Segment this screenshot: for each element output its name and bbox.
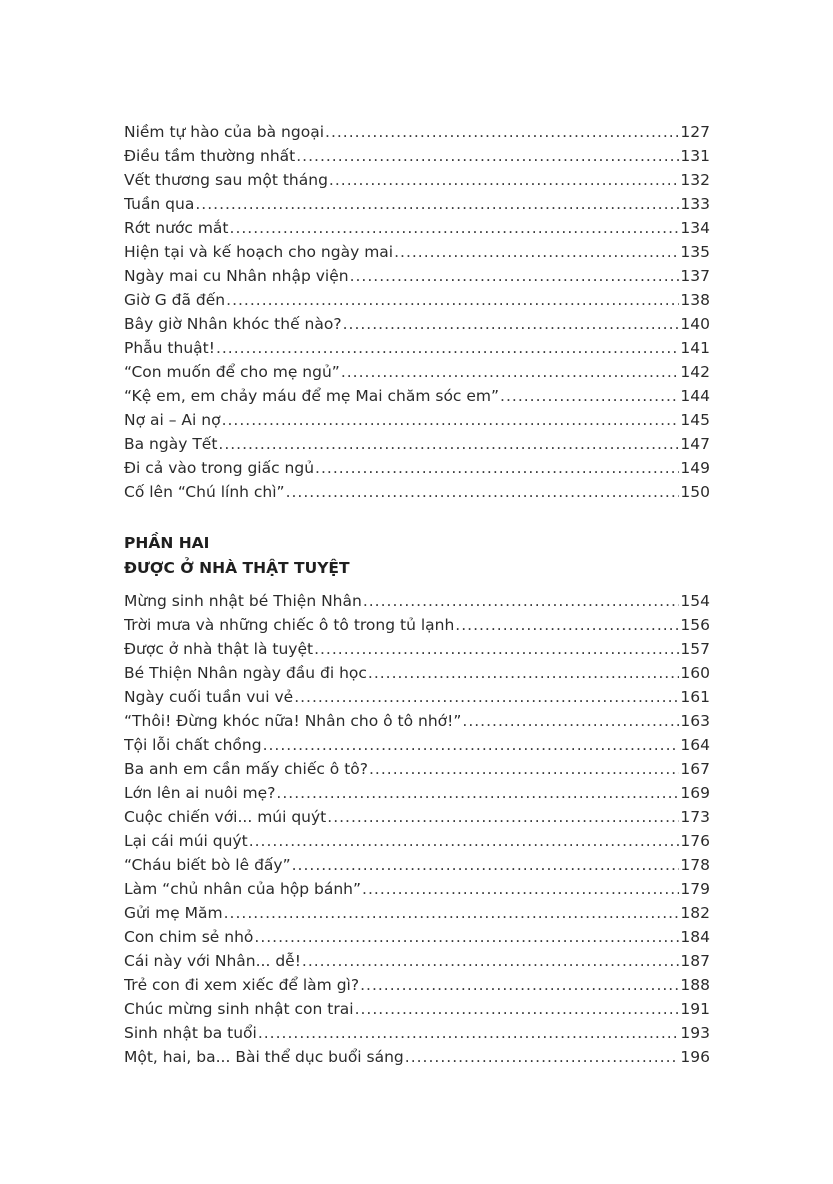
entry-page-number: 134 <box>680 219 710 237</box>
entry-title: Trẻ con đi xem xiếc để làm gì? <box>124 976 360 994</box>
entry-title: Điều tầm thường nhất <box>124 147 296 165</box>
toc-entry <box>124 829 710 853</box>
entry-page-number: 144 <box>680 387 710 405</box>
dot-leader <box>327 805 679 829</box>
entry-page-number: 157 <box>680 640 710 658</box>
dot-leader <box>222 408 680 432</box>
entry-page-number: 179 <box>680 880 710 898</box>
toc-entry <box>124 312 710 336</box>
dot-leader <box>343 312 680 336</box>
toc-entry <box>124 805 710 829</box>
dot-leader <box>263 733 680 757</box>
toc-entry <box>124 168 710 192</box>
toc-entry <box>124 589 710 613</box>
dot-leader <box>362 877 679 901</box>
toc-entry <box>124 901 710 925</box>
entry-page-number: 150 <box>680 483 710 501</box>
entry-title: Con chim sẻ nhỏ <box>124 928 254 946</box>
table-of-contents <box>124 120 710 1069</box>
dot-leader <box>254 925 679 949</box>
dot-leader <box>369 757 679 781</box>
dot-leader <box>315 456 679 480</box>
entry-title: Rớt nước mắt <box>124 219 229 237</box>
toc-entry <box>124 661 710 685</box>
entry-title: Cuộc chiến với... múi quýt <box>124 808 327 826</box>
toc-entry <box>124 288 710 312</box>
entry-title: Lớn lên ai nuôi mẹ? <box>124 784 276 802</box>
dot-leader <box>462 709 679 733</box>
dot-leader <box>195 192 679 216</box>
entry-title: Ngày cuối tuần vui vẻ <box>124 688 294 706</box>
entry-title: “Con muốn để cho mẹ ngủ” <box>124 363 340 381</box>
entry-page-number: 131 <box>680 147 710 165</box>
entry-title: Tuần qua <box>124 195 195 213</box>
dot-leader <box>216 336 679 360</box>
dot-leader <box>405 1045 680 1069</box>
entry-page-number: 164 <box>680 736 710 754</box>
entry-page-number: 138 <box>680 291 710 309</box>
entry-page-number: 154 <box>680 592 710 610</box>
dot-leader <box>218 432 679 456</box>
entry-title: Nợ ai – Ai nợ <box>124 411 221 429</box>
entry-page-number: 167 <box>680 760 710 778</box>
entry-title: Giờ G đã đến <box>124 291 226 309</box>
part-two-entry-list <box>124 589 710 1069</box>
entry-page-number: 176 <box>680 832 710 850</box>
dot-leader <box>226 288 679 312</box>
dot-leader <box>286 480 680 504</box>
entry-title: Mừng sinh nhật bé Thiện Nhân <box>124 592 362 610</box>
entry-title: Bây giờ Nhân khóc thế nào? <box>124 315 342 333</box>
entry-title: Một, hai, ba... Bài thể dục buổi sáng <box>124 1048 404 1066</box>
dot-leader <box>292 853 680 877</box>
entry-page-number: 187 <box>680 952 710 970</box>
entry-title: Bé Thiện Nhân ngày đầu đi học <box>124 664 367 682</box>
entry-title: “Cháu biết bò lê đấy” <box>124 856 291 874</box>
section-heading <box>124 531 710 581</box>
toc-entry <box>124 757 710 781</box>
toc-entry <box>124 120 710 144</box>
entry-page-number: 140 <box>680 315 710 333</box>
entry-title: Sinh nhật ba tuổi <box>124 1024 257 1042</box>
dot-leader <box>394 240 679 264</box>
toc-entry <box>124 853 710 877</box>
toc-entry <box>124 997 710 1021</box>
dot-leader <box>314 637 679 661</box>
entry-page-number: 161 <box>680 688 710 706</box>
entry-title: Cái này với Nhân... dễ! <box>124 952 301 970</box>
toc-entry <box>124 1045 710 1069</box>
toc-entry <box>124 384 710 408</box>
entry-page-number: 149 <box>680 459 710 477</box>
entry-title: Trời mưa và những chiếc ô tô trong tủ lạnh <box>124 616 455 634</box>
entry-page-number: 193 <box>680 1024 710 1042</box>
toc-entry <box>124 480 710 504</box>
dot-leader <box>329 168 679 192</box>
toc-entry <box>124 264 710 288</box>
dot-leader <box>276 781 679 805</box>
entry-page-number: 178 <box>680 856 710 874</box>
toc-entry <box>124 408 710 432</box>
entry-page-number: 145 <box>680 411 710 429</box>
dot-leader <box>355 997 680 1021</box>
dot-leader <box>224 901 680 925</box>
entry-title: Cố lên “Chú lính chì” <box>124 483 285 501</box>
entry-page-number: 173 <box>680 808 710 826</box>
toc-entry <box>124 973 710 997</box>
toc-entry <box>124 637 710 661</box>
dot-leader <box>360 973 679 997</box>
part-one-entry-list <box>124 120 710 504</box>
entry-title: “Kệ em, em chảy máu để mẹ Mai chăm sóc em” <box>124 387 500 405</box>
entry-page-number: 182 <box>680 904 710 922</box>
part-subheading: ĐƯỢC Ở NHÀ THẬT TUYỆT <box>124 559 350 577</box>
entry-title: Đi cả vào trong giấc ngủ <box>124 459 315 477</box>
toc-entry <box>124 1021 710 1045</box>
entry-title: Vết thương sau một tháng <box>124 171 328 189</box>
entry-title: “Thôi! Đừng khóc nữa! Nhân cho ô tô nhớ!” <box>124 712 462 730</box>
entry-page-number: 196 <box>680 1048 710 1066</box>
toc-entry <box>124 432 710 456</box>
dot-leader <box>258 1021 680 1045</box>
entry-page-number: 163 <box>680 712 710 730</box>
entry-page-number: 156 <box>680 616 710 634</box>
dot-leader <box>325 120 679 144</box>
dot-leader <box>368 661 680 685</box>
entry-title: Ba ngày Tết <box>124 435 218 453</box>
dot-leader <box>500 384 679 408</box>
part-heading: PHẦN HAI <box>124 534 210 552</box>
dot-leader <box>249 829 680 853</box>
entry-title: Ngày mai cu Nhân nhập viện <box>124 267 349 285</box>
toc-entry <box>124 216 710 240</box>
toc-entry <box>124 781 710 805</box>
entry-title: Phẫu thuật! <box>124 339 215 357</box>
toc-entry <box>124 456 710 480</box>
dot-leader <box>230 216 680 240</box>
dot-leader <box>341 360 680 384</box>
entry-title: Ba anh em cần mấy chiếc ô tô? <box>124 760 368 778</box>
dot-leader <box>455 613 679 637</box>
dot-leader <box>302 949 680 973</box>
entry-title: Niềm tự hào của bà ngoại <box>124 123 325 141</box>
entry-title: Được ở nhà thật là tuyệt <box>124 640 314 658</box>
toc-entry <box>124 613 710 637</box>
entry-page-number: 160 <box>680 664 710 682</box>
entry-page-number: 127 <box>680 123 710 141</box>
entry-page-number: 133 <box>680 195 710 213</box>
entry-page-number: 191 <box>680 1000 710 1018</box>
toc-entry <box>124 685 710 709</box>
entry-title: Làm “chủ nhân của hộp bánh” <box>124 880 362 898</box>
dot-leader <box>363 589 680 613</box>
toc-entry <box>124 925 710 949</box>
toc-entry <box>124 360 710 384</box>
entry-title: Hiện tại và kế hoạch cho ngày mai <box>124 243 394 261</box>
entry-page-number: 169 <box>680 784 710 802</box>
toc-entry <box>124 240 710 264</box>
toc-entry <box>124 877 710 901</box>
toc-entry <box>124 949 710 973</box>
entry-page-number: 137 <box>680 267 710 285</box>
toc-entry <box>124 709 710 733</box>
dot-leader <box>296 144 679 168</box>
entry-title: Lại cái múi quýt <box>124 832 248 850</box>
entry-title: Gửi mẹ Măm <box>124 904 223 922</box>
entry-page-number: 132 <box>680 171 710 189</box>
entry-page-number: 188 <box>680 976 710 994</box>
dot-leader <box>350 264 680 288</box>
entry-page-number: 147 <box>680 435 710 453</box>
entry-title: Chúc mừng sinh nhật con trai <box>124 1000 354 1018</box>
toc-entry <box>124 144 710 168</box>
entry-page-number: 135 <box>680 243 710 261</box>
entry-page-number: 184 <box>680 928 710 946</box>
entry-page-number: 142 <box>680 363 710 381</box>
entry-title: Tội lỗi chất chồng <box>124 736 262 754</box>
toc-entry <box>124 733 710 757</box>
dot-leader <box>294 685 679 709</box>
toc-entry <box>124 192 710 216</box>
entry-page-number: 141 <box>680 339 710 357</box>
toc-entry <box>124 336 710 360</box>
